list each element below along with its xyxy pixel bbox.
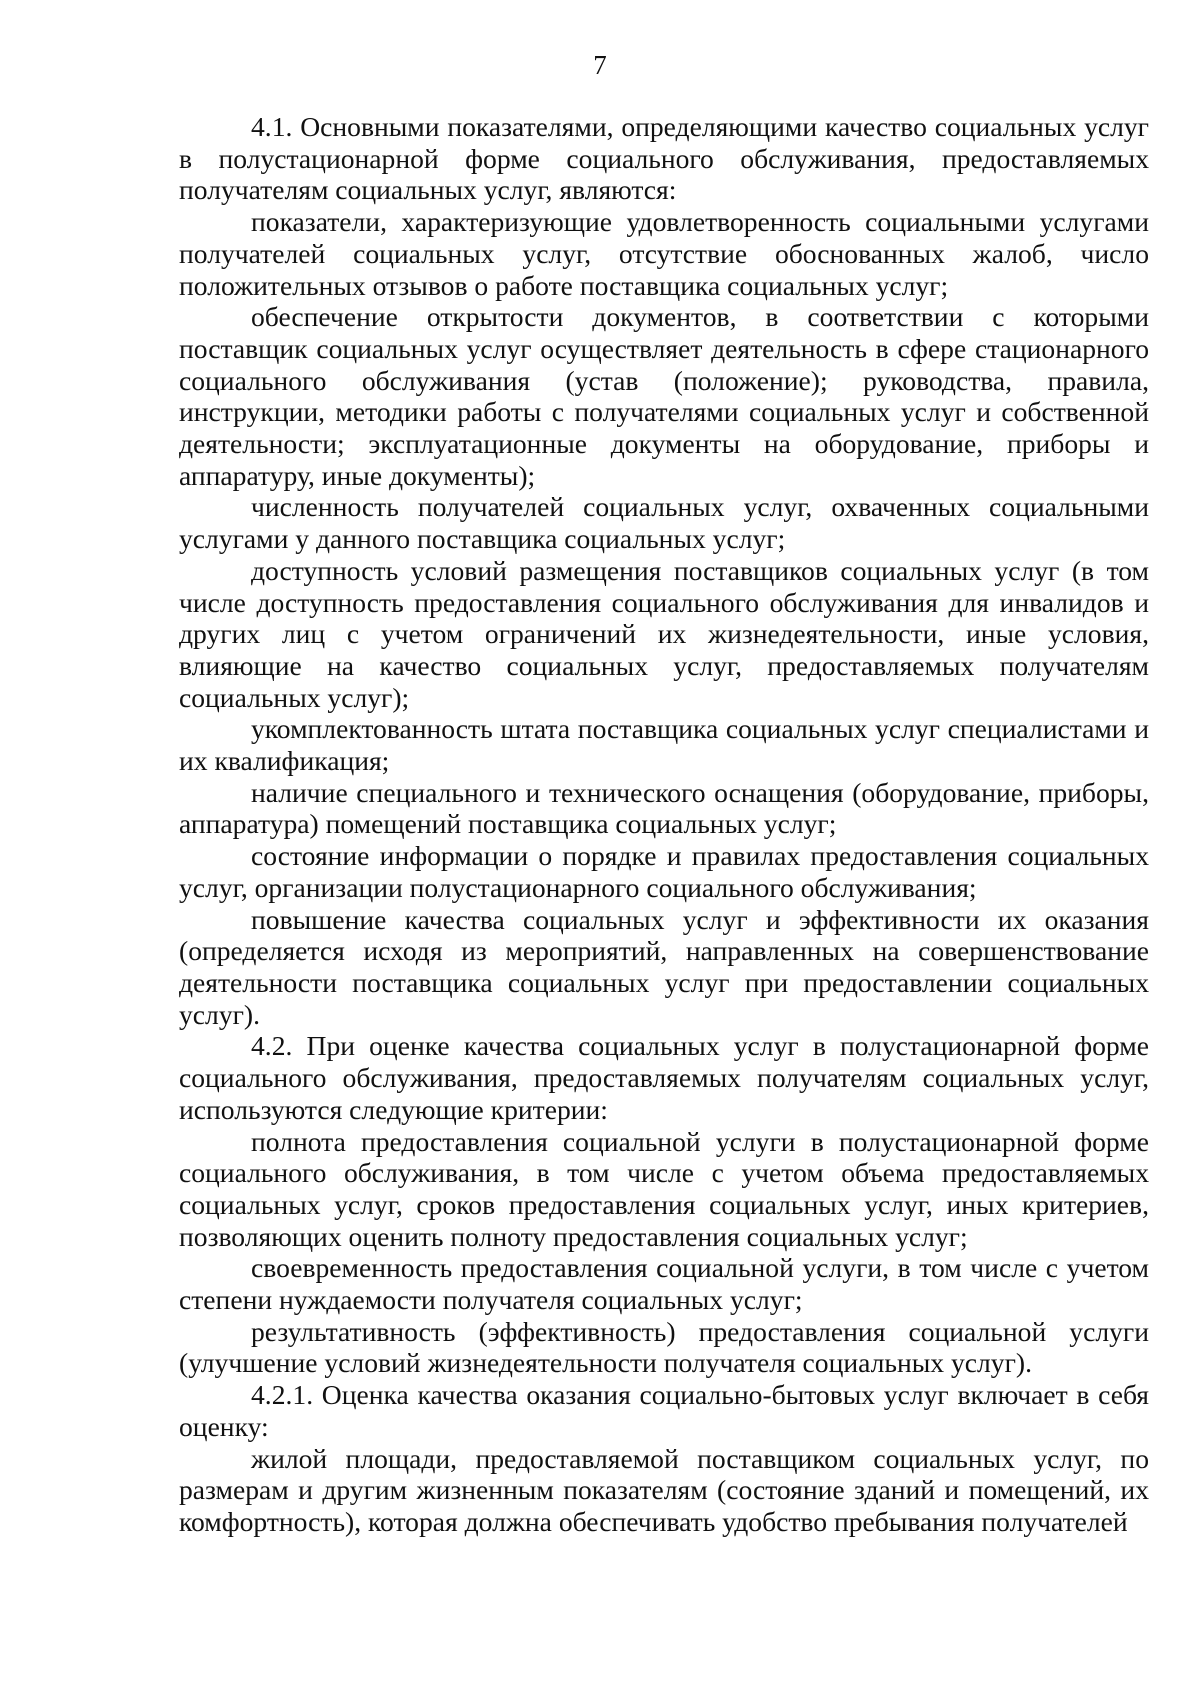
- paragraph-information: состояние информации о порядке и правилах предоставления социальных услуг, организации полустационарного социального обслуживания;: [179, 840, 1149, 903]
- paragraph-document-openness: обеспечение открытости документов, в соответствии с которыми поставщик социальных услуг осуществляет деятельность в сфере стационарного социального обслуживания (устав (положение); руководства, правила, инструкции, методики работы с получателями социальных услуг и собственной деятельности; эксплуатационные документы на оборудование, приборы и аппаратуру, иные документы);: [179, 301, 1149, 491]
- paragraph-4-1: 4.1. Основными показателями, определяющими качество социальных услуг в полустационарной форме социального обслуживания, предоставляемых получателям социальных услуг, являются:: [179, 111, 1149, 206]
- paragraph-living-space: жилой площади, предоставляемой поставщиком социальных услуг, по размерам и другим жизненным показателям (состояние зданий и помещений, их комфортность), которая должна обеспечивать удобство пребывания получателей: [179, 1442, 1149, 1537]
- paragraph-equipment: наличие специального и технического оснащения (оборудование, приборы, аппаратура) помещений поставщика социальных услуг;: [179, 776, 1149, 840]
- document-body: [179, 111, 1149, 1538]
- paragraph-4-2: 4.2. При оценке качества социальных услуг в полустационарной форме социального обслуживания, предоставляемых получателям социальных услуг, используются следующие критерии:: [179, 1030, 1149, 1125]
- paragraph-quality-improvement: повышение качества социальных услуг и эффективности их оказания (определяется исходя из мероприятий, направленных на совершенствование деятельности поставщика социальных услуг при предоставлении социальных услуг).: [179, 903, 1149, 1030]
- paragraph-4-2-1: 4.2.1. Оценка качества оказания социально-бытовых услуг включает в себя оценку:: [179, 1379, 1149, 1442]
- paragraph-completeness: полнота предоставления социальной услуги в полустационарной форме социального обслуживания, в том числе с учетом объема предоставляемых социальных услуг, сроков предоставления социальных услуг, иных критериев, позволяющих оценить полноту предоставления социальных услуг;: [179, 1125, 1149, 1252]
- paragraph-recipients-count: численность получателей социальных услуг, охваченных социальными услугами у данного поставщика социальных услуг;: [179, 491, 1149, 555]
- paragraph-effectiveness: результативность (эффективность) предоставления социальной услуги (улучшение условий жизнедеятельности получателя социальных услуг).: [179, 1315, 1149, 1379]
- paragraph-satisfaction: показатели, характеризующие удовлетворенность социальными услугами получателей социальных услуг, отсутствие обоснованных жалоб, число положительных отзывов о работе поставщика социальных услуг;: [179, 206, 1149, 301]
- page-number: 7: [593, 50, 607, 80]
- paragraph-staffing: укомплектованность штата поставщика социальных услуг специалистами и их квалификация;: [179, 713, 1149, 777]
- paragraph-accessibility: доступность условий размещения поставщиков социальных услуг (в том числе доступность предоставления социального обслуживания для инвалидов и других лиц с учетом ограничений их жизнедеятельности, иные условия, влияющие на качество социальных услуг, предоставляемых получателям социальных услуг);: [179, 554, 1149, 713]
- paragraph-timeliness: своевременность предоставления социальной услуги, в том числе с учетом степени нуждаемости получателя социальных услуг;: [179, 1252, 1149, 1316]
